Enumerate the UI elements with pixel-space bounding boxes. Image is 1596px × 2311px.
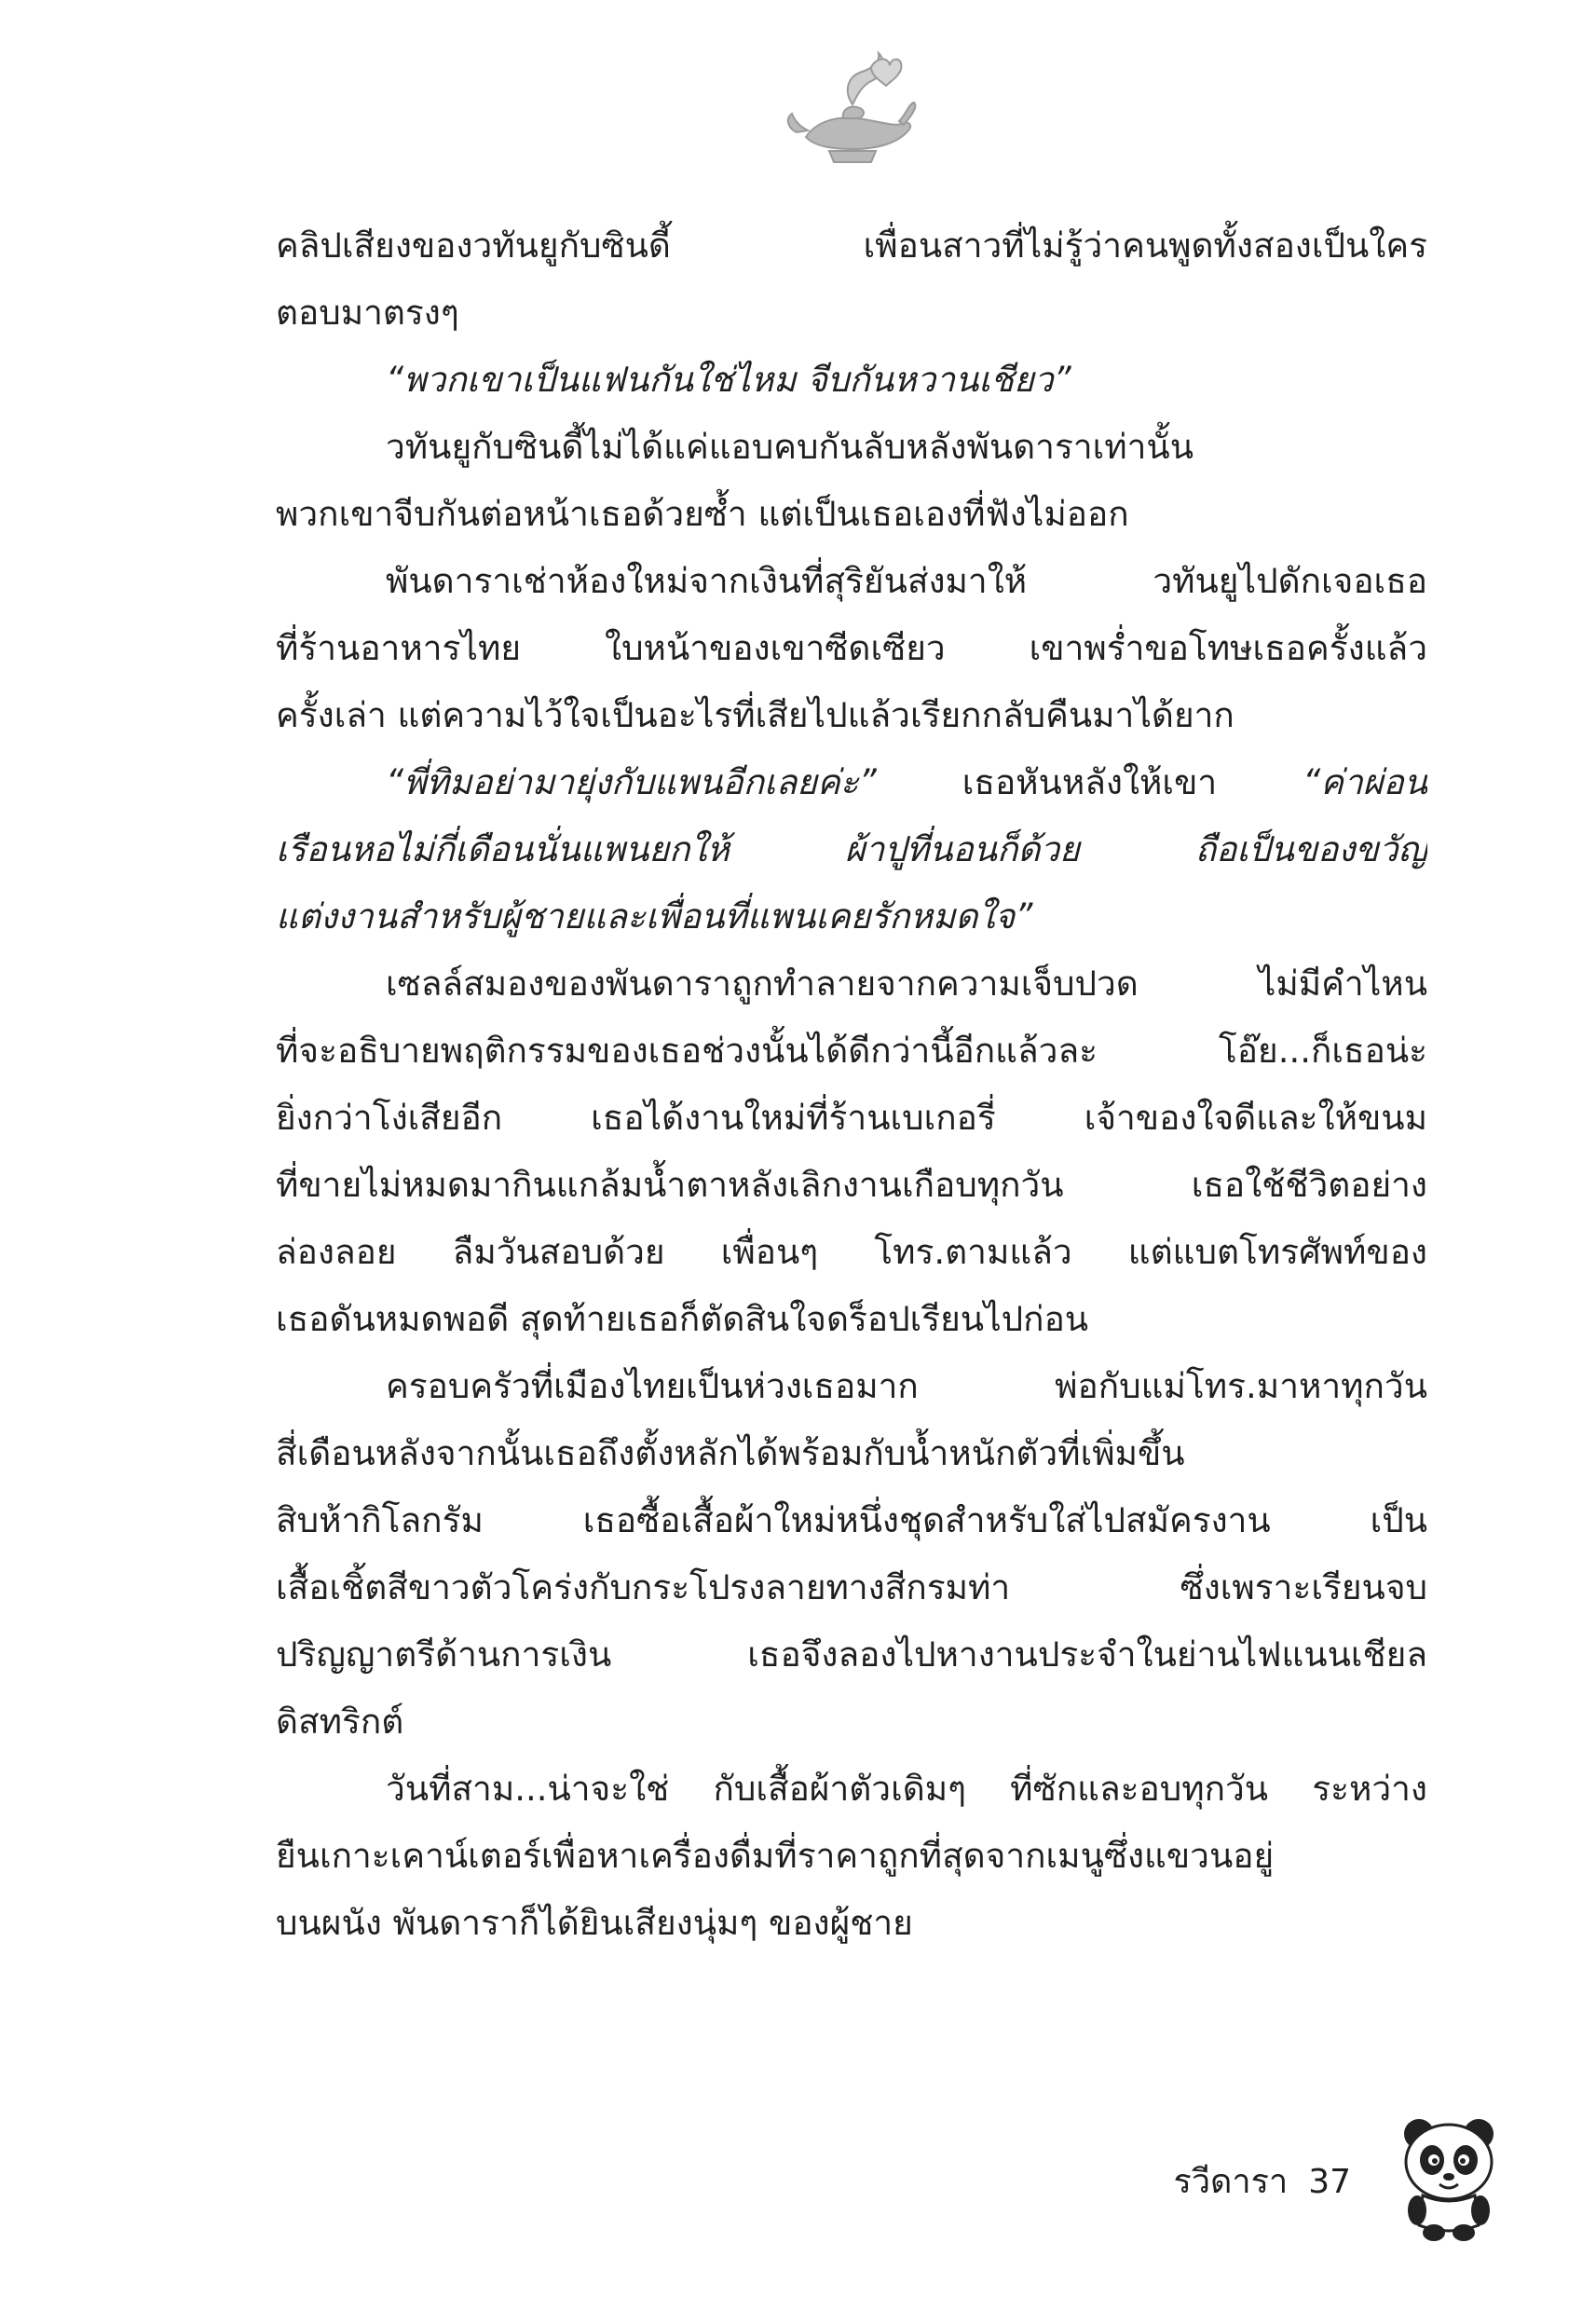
page-footer <box>1118 2154 1351 2208</box>
text-line: ปริญญาตรีด้านการเงิน เธอจึงลองไปหางานประจำในย่านไฟแนนเชียล <box>276 1634 1427 1675</box>
text-line: วทันยูกับซินดี้ไม่ได้แค่แอบคบกันลับหลังพันดาราเท่านั้น <box>386 427 1194 467</box>
text-line: ยืนเกาะเคาน์เตอร์เพื่อหาเครื่องดื่มที่ราคาถูกที่สุดจากเมนูซึ่งแขวนอยู่ <box>276 1836 1275 1876</box>
text-line: วันที่สาม...น่าจะใช่ กับเสื้อผ้าตัวเดิมๆ ที่ซักและอบทุกวัน ระหว่าง <box>386 1769 1427 1809</box>
narration-span: เธอหันหลังให้เขา <box>876 762 1303 802</box>
text-line: คลิปเสียงของวทันยูกับซินดี้ เพื่อนสาวที่ไม่รู้ว่าคนพูดทั้งสองเป็นใคร <box>276 226 1427 266</box>
text-line: เสื้อเชิ้ตสีขาวตัวโคร่งกับกระโปรงลายทางสีกรมท่า ซึ่งเพราะเรียนจบ <box>276 1567 1427 1607</box>
text-line: ที่ขายไม่หมดมากินแกล้มน้ำตาหลังเลิกงานเกือบทุกวัน เธอใช้ชีวิตอย่าง <box>276 1165 1427 1205</box>
text-line: ล่องลอย ลืมวันสอบด้วย เพื่อนๆ โทร.ตามแล้ว แต่แบตโทรศัพท์ของ <box>276 1232 1427 1272</box>
text-line: พันดาราเช่าห้องใหม่จากเงินที่สุริยันส่งมาให้ วทันยูไปดักเจอเธอ <box>386 561 1427 601</box>
dialogue-span: “ค่าผ่อน <box>1303 762 1427 802</box>
text-line: ครั้งเล่า แต่ความไว้ใจเป็นอะไรที่เสียไปแล้วเรียกกลับคืนมาได้ยาก <box>276 695 1235 735</box>
book-title: รวีดารา <box>1173 2163 1289 2201</box>
text-line: เธอดันหมดพอดี สุดท้ายเธอก็ตัดสินใจดร็อปเรียนไปก่อน <box>276 1299 1089 1339</box>
dialogue-span: “พี่ทิมอย่ามายุ่งกับแพนอีกเลยค่ะ” <box>386 762 877 802</box>
dialogue-line: “พวกเขาเป็นแฟนกันใช่ไหม จีบกันหวานเชียว” <box>386 360 1071 400</box>
text-line: บนผนัง พันดาราก็ได้ยินเสียงนุ่มๆ ของผู้ชาย <box>276 1903 913 1943</box>
dialogue-line: เรือนหอไม่กี่เดือนนั่นแพนยกให้ ผ้าปูที่นอนก็ด้วย ถือเป็นของขวัญ <box>276 829 1427 869</box>
text-line: ที่จะอธิบายพฤติกรรมของเธอช่วงนั้นได้ดีกว่านี้อีกแล้วละ โอ๊ย...ก็เธอน่ะ <box>276 1031 1427 1071</box>
body-text <box>276 212 1427 1957</box>
text-line: สี่เดือนหลังจากนั้นเธอถึงตั้งหลักได้พร้อมกับน้ำหนักตัวที่เพิ่มขึ้น <box>276 1433 1185 1473</box>
text-line: พวกเขาจีบกันต่อหน้าเธอด้วยซ้ำ แต่เป็นเธอเองที่ฟังไม่ออก <box>276 494 1129 534</box>
text-line <box>276 749 1427 816</box>
text-line: ตอบมาตรงๆ <box>276 293 459 333</box>
text-line: ยิ่งกว่าโง่เสียอีก เธอได้งานใหม่ที่ร้านเบเกอรี่ เจ้าของใจดีและให้ขนม <box>276 1098 1427 1138</box>
text-line: ดิสทริกต์ <box>276 1702 404 1742</box>
panda-icon <box>1393 2113 1505 2244</box>
dialogue-line: แต่งงานสำหรับผู้ชายและเพื่อนที่แพนเคยรักหมดใจ” <box>276 896 1033 937</box>
text-line: ที่ร้านอาหารไทย ใบหน้าของเขาซีดเซียว เขาพร่ำขอโทษเธอครั้งแล้ว <box>276 628 1427 668</box>
text-line: เซลล์สมองของพันดาราถูกทำลายจากความเจ็บปวด ไม่มีคำไหน <box>386 964 1427 1004</box>
page-number: 37 <box>1308 2163 1351 2201</box>
text-line: สิบห้ากิโลกรัม เธอซื้อเสื้อผ้าใหม่หนึ่งชุดสำหรับใส่ไปสมัครงาน เป็น <box>276 1500 1427 1540</box>
text-line: ครอบครัวที่เมืองไทยเป็นห่วงเธอมาก พ่อกับแม่โทร.มาหาทุกวัน <box>386 1366 1427 1406</box>
magic-lamp-ornament-icon <box>778 48 918 170</box>
